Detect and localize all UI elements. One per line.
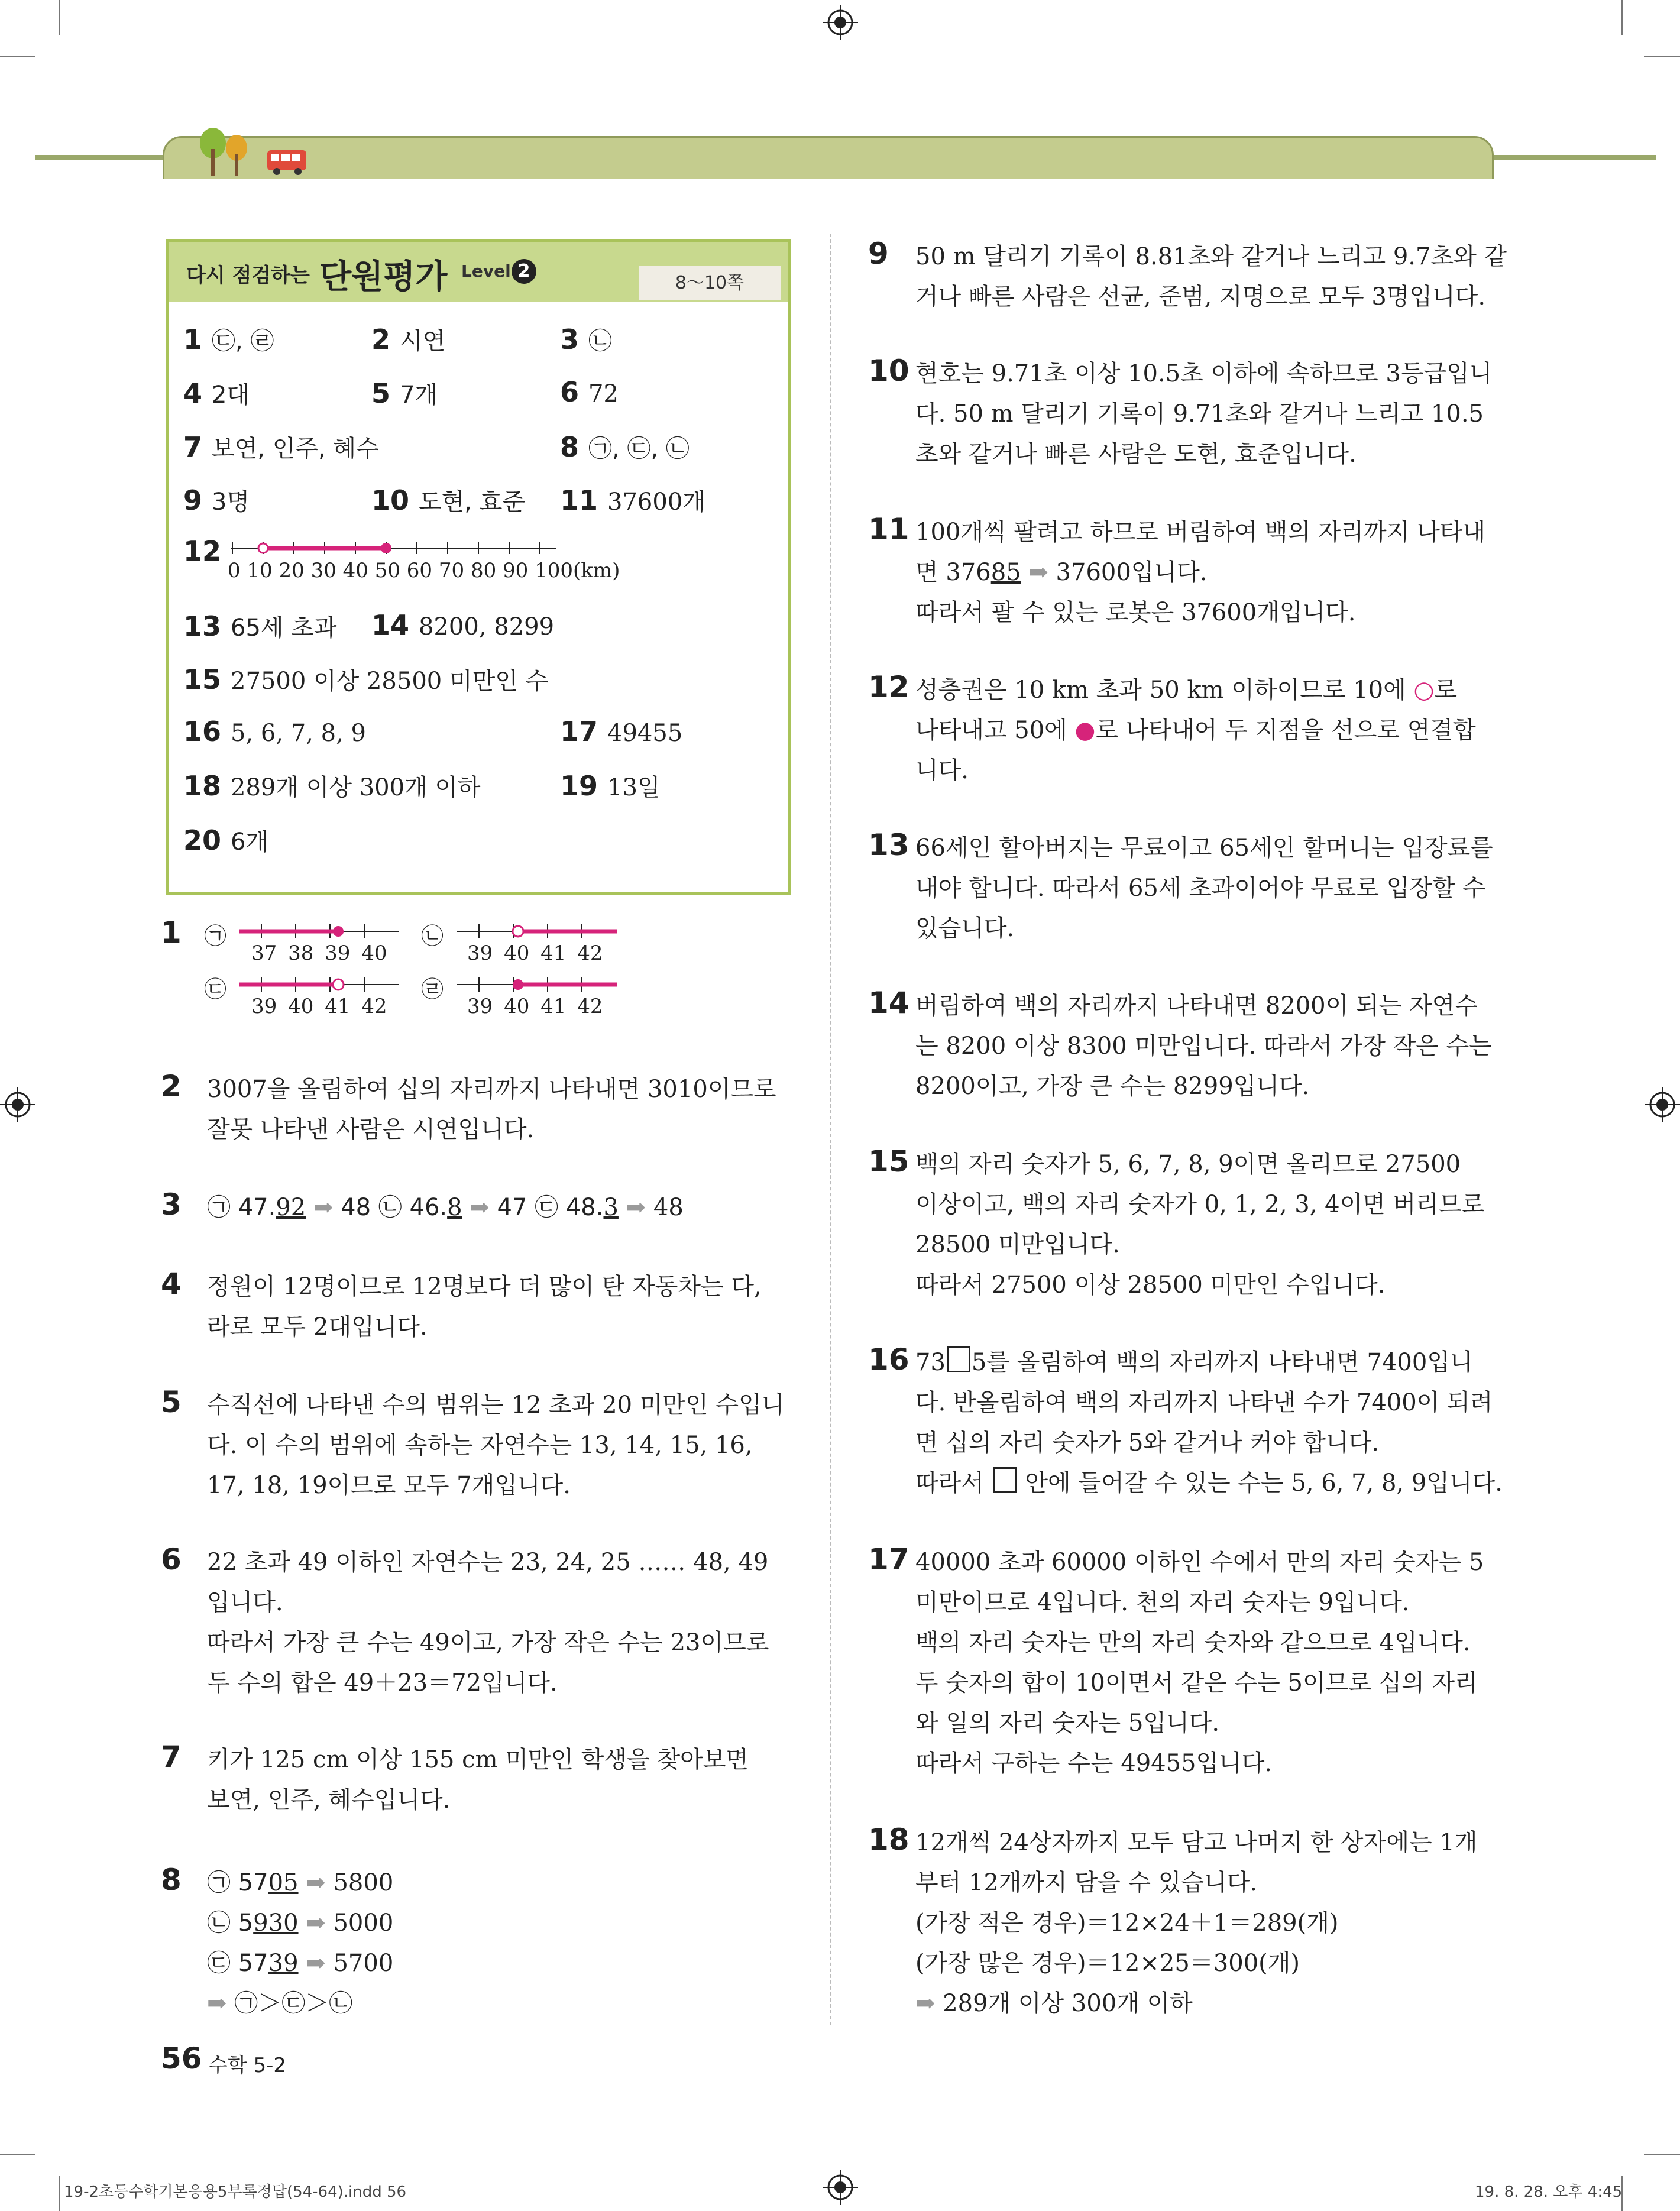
solution-number: 4 bbox=[161, 1267, 182, 1301]
blank-box-icon bbox=[947, 1346, 970, 1372]
registration-mark-icon bbox=[0, 1087, 35, 1122]
solution-number: 1 bbox=[161, 915, 182, 950]
solution-text: 성층권은 10 km 초과 50 km 이하이므로 10에 ○로 나타내고 50에 ●로 나타내어 두 지점을 선으로 연결합 니다. bbox=[915, 676, 1476, 784]
crop-mark bbox=[1644, 56, 1680, 57]
answer-item: 12 bbox=[183, 535, 222, 567]
answer-box-title: 단원평가 bbox=[319, 258, 448, 296]
bus-icon bbox=[266, 148, 309, 177]
solution-number: 15 bbox=[868, 1144, 909, 1179]
header-tab bbox=[163, 136, 1494, 179]
column-divider bbox=[830, 234, 831, 2025]
solution-text: 22 초과 49 이하인 자연수는 23, 24, 25 …… 48, 49 입니다. 따라서 가장 큰 수는 49이고, 가장 작은 수는 23이므로 두 수의 합은 49＋23＝72입니다. bbox=[207, 1549, 769, 1697]
solution-text: 3007을 올림하여 십의 자리까지 나타내면 3010이므로 잘못 나타낸 사람은 시연입니다. bbox=[207, 1076, 776, 1143]
solution-number: 18 bbox=[868, 1822, 909, 1857]
answer-12-ticks: 0 10 20 30 40 50 60 70 80 90 100(km) bbox=[228, 559, 620, 582]
answer-item: 19 13일 bbox=[560, 770, 661, 802]
solution-number: 10 bbox=[868, 354, 909, 388]
solution-text: 40000 초과 60000 이하인 수에서 만의 자리 숫자는 5 미만이므로 4입니다. 천의 자리 숫자는 9입니다. 백의 자리 숫자는 만의 자리 숫자와 같으므로 4입니다. 두 숫자의 합이 10이면서 같은 수는 5이므로 십의 자리 와 일의 자리 숫자는 5입니다. 따라서 구하는 수는 49455입니다. bbox=[915, 1549, 1484, 1777]
nl-ticks: 39 40 41 42 bbox=[251, 995, 387, 1018]
solution-text: 백의 자리 숫자가 5, 6, 7, 8, 9이면 올리므로 27500 이상이고, 백의 자리 숫자가 0, 1, 2, 3, 4이면 버리므로 28500 미만입니다. 따라서 27500 이상 28500 미만인 수입니다. bbox=[915, 1151, 1485, 1299]
solution-text: ㉠ 47.92 ➡ 48 ㉡ 46.8 ➡ 47 ㉢ 48.3 ➡ 48 bbox=[207, 1194, 684, 1221]
number-line-a bbox=[237, 920, 402, 943]
answer-item: 10 도현, 효준 bbox=[371, 484, 526, 516]
footer-file: 19-2초등수학기본응용5부록정답(54-64).indd 56 bbox=[64, 2183, 407, 2201]
solution-number: 6 bbox=[161, 1542, 182, 1576]
crop-mark bbox=[0, 2154, 35, 2155]
level-badge: 2 bbox=[512, 259, 536, 284]
solution-number: 17 bbox=[868, 1542, 909, 1576]
nl-ticks: 39 40 41 42 bbox=[467, 995, 603, 1018]
solution-number: 8 bbox=[161, 1863, 182, 1897]
registration-mark-icon bbox=[1645, 1087, 1680, 1122]
answer-item: 20 6개 bbox=[183, 824, 269, 856]
solution-number: 9 bbox=[868, 237, 889, 271]
solution-text: ㉠ 5705 ➡ 5800 ㉡ 5930 ➡ 5000 ㉢ 5739 ➡ 5700 ➡ ㉠＞㉢＞㉡ bbox=[207, 1869, 394, 2017]
answer-item: 11 37600개 bbox=[560, 484, 705, 516]
solution-text: 정원이 12명이므로 12명보다 더 많이 탄 자동차는 다, 라로 모두 2대입니다. bbox=[207, 1273, 762, 1341]
number-line-c bbox=[237, 973, 402, 996]
nl-label: ㉡ bbox=[421, 923, 444, 949]
answer-item: 1 ㉢, ㉣ bbox=[183, 323, 274, 355]
solution-text: 66세인 할아버지는 무료이고 65세인 할머니는 입장료를 내야 합니다. 따라서 65세 초과이어야 무료로 입장할 수 있습니다. bbox=[915, 834, 1493, 942]
answer-item: 13 65세 초과 bbox=[183, 610, 337, 642]
solution-number: 16 bbox=[868, 1342, 909, 1377]
solution-text: 12개씩 24상자까지 모두 담고 나머지 한 상자에는 1개 부터 12개까지 담을 수 있습니다. (가장 적은 경우)＝12×24＋1＝289(개) (가장 많은 경우)＝12×25＝300(개) ➡ 289개 이상 300개 이하 bbox=[915, 1829, 1478, 2017]
blank-box-icon bbox=[993, 1467, 1017, 1493]
nl-label: ㉠ bbox=[204, 923, 227, 949]
nl-ticks: 39 40 41 42 bbox=[467, 941, 603, 965]
answer-item: 17 49455 bbox=[560, 716, 683, 747]
answer-item: 7 보연, 인주, 혜수 bbox=[183, 431, 379, 463]
solution-number: 13 bbox=[868, 828, 909, 862]
footer-date: 19. 8. 28. 오후 4:45 bbox=[1475, 2183, 1623, 2201]
answer-item: 14 8200, 8299 bbox=[371, 609, 555, 641]
answer-item: 2 시연 bbox=[371, 323, 446, 355]
answer-item: 3 ㉡ bbox=[560, 323, 613, 355]
solution-text: 현호는 9.71초 이상 10.5초 이하에 속하므로 3등급입니 다. 50 m 달리기 기록이 9.71초와 같거나 느리고 10.5 초와 같거나 빠른 사람은 도현, 효준입니다. bbox=[915, 360, 1493, 468]
answer-item: 8 ㉠, ㉢, ㉡ bbox=[560, 431, 690, 463]
solution-number: 3 bbox=[161, 1187, 182, 1222]
page-range: 8～10쪽 bbox=[639, 266, 781, 300]
crop-mark bbox=[1644, 2154, 1680, 2155]
crop-mark bbox=[59, 0, 60, 35]
answer-item: 15 27500 이상 28500 미만인 수 bbox=[183, 663, 549, 695]
solution-number: 5 bbox=[161, 1385, 182, 1419]
nl-label: ㉣ bbox=[421, 976, 444, 1002]
answer-item: 16 5, 6, 7, 8, 9 bbox=[183, 716, 366, 747]
registration-mark-icon bbox=[823, 5, 858, 40]
crop-mark bbox=[59, 2176, 60, 2211]
page-number: 56 bbox=[161, 2041, 202, 2076]
crop-mark bbox=[1621, 0, 1623, 35]
solution-text: 73 5를 올림하여 백의 자리까지 나타내면 7400입니 다. 반올림하여 백의 자리까지 나타낸 수가 7400이 되려 면 십의 자리 숫자가 5와 같거나 커야 합니다. 따라서 안에 들어갈 수 있는 수는 5, 6, 7, 8, 9입니다. bbox=[915, 1342, 1503, 1503]
answer-item: 5 7개 bbox=[371, 377, 438, 409]
nl-ticks: 37 38 39 40 bbox=[251, 941, 387, 965]
solution-number: 11 bbox=[868, 512, 909, 546]
answer-item: 18 289개 이상 300개 이하 bbox=[183, 770, 481, 802]
answer-item: 6 72 bbox=[560, 376, 619, 408]
solution-text: 50 m 달리기 기록이 8.81초와 같거나 느리고 9.7초와 같 거나 빠른 사람은 선균, 준범, 지명으로 모두 3명입니다. bbox=[915, 243, 1507, 310]
solution-number: 12 bbox=[868, 670, 909, 704]
solution-text: 수직선에 나타낸 수의 범위는 12 초과 20 미만인 수입니 다. 이 수의 범위에 속하는 자연수는 13, 14, 15, 16, 17, 18, 19이므로 모두 7개입니다. bbox=[207, 1391, 785, 1499]
level-label: Level bbox=[461, 261, 511, 281]
number-line-b bbox=[454, 920, 620, 943]
solution-number: 14 bbox=[868, 986, 909, 1020]
solution-number: 2 bbox=[161, 1069, 182, 1103]
answer-item: 4 2대 bbox=[183, 377, 250, 409]
answer-item: 9 3명 bbox=[183, 484, 250, 516]
solution-number: 7 bbox=[161, 1740, 182, 1774]
number-line-d bbox=[454, 973, 620, 996]
solution-text: 100개씩 팔려고 하므로 버림하여 백의 자리까지 나타내 면 37685 ➡ 37600입니다. 따라서 팔 수 있는 로봇은 37600개입니다. bbox=[915, 519, 1486, 626]
nl-label: ㉢ bbox=[204, 976, 227, 1002]
solution-text: 키가 125 cm 이상 155 cm 미만인 학생을 찾아보면 보연, 인주, 혜수입니다. bbox=[207, 1746, 749, 1814]
registration-mark-icon bbox=[823, 2170, 858, 2205]
crop-mark bbox=[0, 56, 35, 57]
tree-icon bbox=[195, 125, 254, 179]
page-subject: 수학 5-2 bbox=[208, 2054, 287, 2077]
solution-text: 버림하여 백의 자리까지 나타내면 8200이 되는 자연수 는 8200 이상 8300 미만입니다. 따라서 가장 작은 수는 8200이고, 가장 큰 수는 8299입니다. bbox=[915, 992, 1492, 1100]
answer-box-subtitle: 다시 점검하는 bbox=[186, 264, 310, 287]
